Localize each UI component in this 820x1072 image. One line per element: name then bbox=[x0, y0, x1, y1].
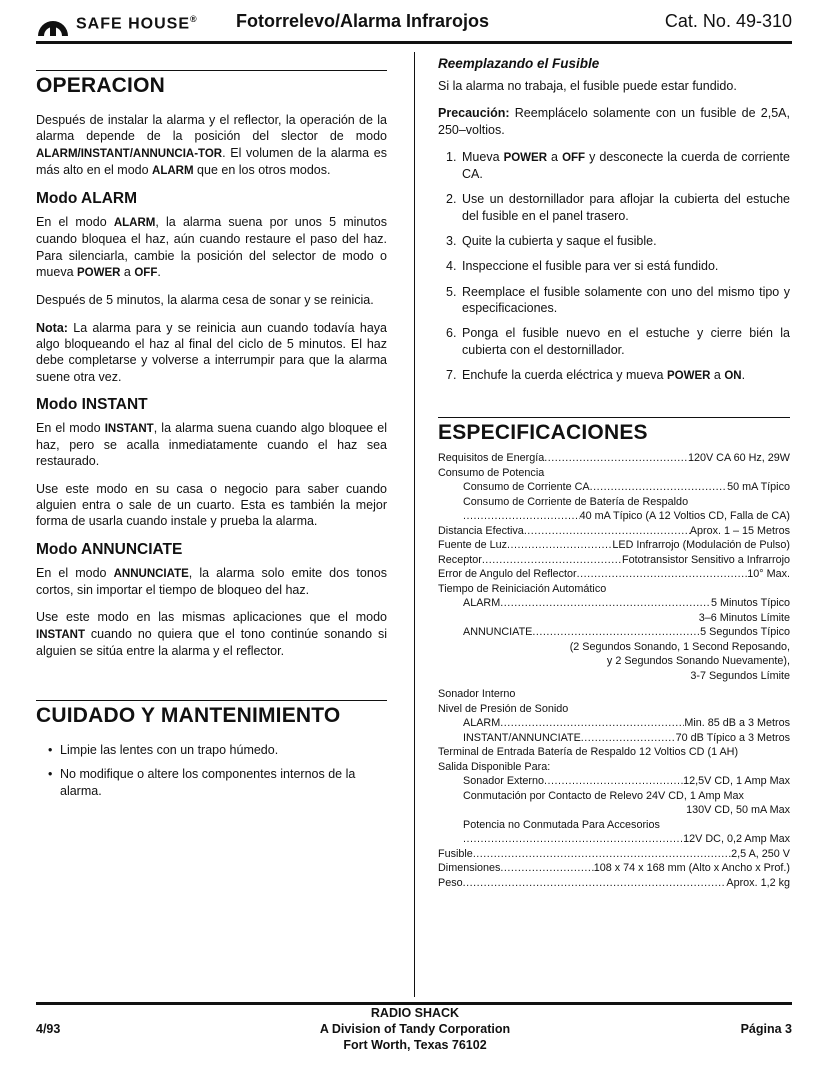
spec-row: Fuente de Luz ..... LED Infrarrojo (Modulación de Pulso) bbox=[438, 538, 790, 553]
left-column bbox=[36, 70, 387, 807]
list-item: 1. Mueva POWER a OFF y desconecte la cuerda de corriente CA. bbox=[446, 149, 790, 182]
fusible-steps bbox=[438, 149, 790, 384]
operacion-heading: OPERACION bbox=[36, 70, 387, 98]
footer-date: 4/93 bbox=[36, 1022, 61, 1036]
header-rule bbox=[36, 41, 792, 44]
brand-name: SAFE HOUSE® bbox=[76, 14, 198, 33]
modo-instant-heading: Modo INSTANT bbox=[36, 395, 148, 413]
operacion-intro: Después de instalar la alarma y el reflector, la operación de la alarma depende de la posición del slector de modo ALARM/INSTANT/ANNUNCIA-TOR. El volumen de la alarma es más alto en el modo ALARM que en los otros modos. bbox=[36, 113, 387, 177]
modo-annunciate-text-2: Use este modo en las mismas aplicaciones que el modo INSTANT cuando no quiera que el tono continúe sonando si alguien se sitúa entre la alarma y el reflector. bbox=[36, 610, 387, 658]
spec-row: 3-7 Segundos Límite bbox=[690, 669, 790, 682]
right-column bbox=[438, 56, 790, 890]
spec-row: ANNUNCIATE ..... 5 Segundos Típico bbox=[438, 625, 790, 640]
cuidado-list bbox=[36, 742, 387, 799]
fusible-intro: Si la alarma no trabaja, el fusible puede estar fundido. bbox=[438, 79, 737, 93]
spec-row: Distancia Efectiva ..... Aprox. 1 – 15 Metros bbox=[438, 524, 790, 539]
spec-row: INSTANT/ANNUNCIATE ..... 70 dB Típico a 3 Metros bbox=[438, 731, 790, 746]
spec-row: Salida Disponible Para: bbox=[438, 760, 551, 773]
spec-row: Terminal de Entrada Batería de Respaldo 12 Voltios CD (1 AH) bbox=[438, 746, 739, 759]
safe-house-logo-icon bbox=[36, 9, 70, 37]
modo-annunciate-heading: Modo ANNUNCIATE bbox=[36, 540, 183, 558]
spec-row: Peso ..... Aprox. 1,2 kg bbox=[438, 876, 790, 891]
modo-alarm-note: Nota: La alarma para y se reinicia aun cuando todavía haya algo bloqueando el haz al final del ciclo de 5 minutos. El haz debe completarse y volverse a interrumpir para que la alarma suene otra vez. bbox=[36, 320, 387, 384]
list-item: 3. Quite la cubierta y saque el fusible. bbox=[446, 234, 657, 249]
list-item: • No modifique o altere los componentes internos de la alarma. bbox=[36, 766, 387, 799]
list-item: 2. Use un destornillador para aflojar la cubierta del estuche del fusible en el panel trasero. bbox=[446, 192, 790, 223]
spec-row: Nivel de Presión de Sonido bbox=[438, 702, 569, 715]
list-item: 6. Ponga el fusible nuevo en el estuche y cierre bién la cubierta con el destornillador. bbox=[446, 326, 790, 357]
modo-alarm-text-2: Después de 5 minutos, la alarma cesa de sonar y se reinicia. bbox=[36, 293, 374, 308]
fusible-heading: Reemplazando el Fusible bbox=[438, 56, 600, 71]
specs-list bbox=[438, 451, 790, 890]
spec-row: Consumo de Potencia bbox=[438, 466, 545, 479]
spec-row: Fusible ..... 2,5 A, 250 V bbox=[438, 847, 790, 862]
footer-company: RADIO SHACK A Division of Tandy Corporation Fort Worth, Texas 76102 bbox=[319, 1006, 511, 1052]
spec-row: Requisitos de Energía ..... 120V CA 60 Hz, 29W bbox=[438, 451, 790, 466]
spec-row: ALARM ..... Min. 85 dB a 3 Metros bbox=[438, 716, 790, 731]
list-item: 7. Enchufe la cuerda eléctrica y mueva POWER a ON. bbox=[446, 367, 746, 382]
spec-row: Sonador Interno bbox=[438, 688, 516, 701]
page-header bbox=[36, 9, 792, 37]
spec-row: 3–6 Minutos Límite bbox=[698, 611, 790, 624]
catalog-number: Cat. No. 49-310 bbox=[664, 11, 792, 31]
especificaciones-heading: ESPECIFICACIONES bbox=[438, 417, 790, 445]
cuidado-heading: CUIDADO Y MANTENIMIENTO bbox=[36, 700, 387, 728]
modo-alarm-heading: Modo ALARM bbox=[36, 190, 138, 208]
spec-row: Dimensiones ..... 108 x 74 x 168 mm (Alto x Ancho x Prof.) bbox=[438, 861, 790, 876]
spec-row: ALARM ..... 5 Minutos Típico bbox=[438, 596, 790, 611]
spec-row: Receptor ..... Fototransistor Sensitivo a Infrarrojo bbox=[438, 553, 790, 568]
list-item: 5. Reemplace el fusible solamente con uno del mismo tipo y especificaciones. bbox=[446, 284, 790, 315]
spec-row: Conmutación por Contacto de Relevo 24V CD, 1 Amp Max bbox=[463, 789, 744, 802]
column-divider bbox=[414, 52, 415, 997]
spec-row: Tiempo de Reiniciación Automático bbox=[438, 582, 607, 595]
spec-row: ..... 12V DC, 0,2 Amp Max bbox=[438, 832, 790, 847]
modo-annunciate-text: En el modo ANNUNCIATE, la alarma solo emite dos tonos cortos, sin importar el tiempo de bloqueo del haz. bbox=[36, 565, 387, 597]
spec-row: (2 Segundos Sonando, 1 Second Reposando, bbox=[569, 640, 790, 653]
spec-row: y 2 Segundos Sonando Nuevamente), bbox=[606, 655, 790, 668]
spec-row: Sonador Externo ..... 12,5V CD, 1 Amp Max bbox=[438, 774, 790, 789]
spec-row: ..... 40 mA Típico (A 12 Voltios CD, Falla de CA) bbox=[438, 509, 790, 524]
list-item: 4. Inspeccione el fusible para ver si está fundido. bbox=[446, 259, 719, 274]
modo-instant-text: En el modo INSTANT, la alarma suena cuando algo bloquee el haz, pero se acalla inmediatamente cuando el haz sea restaurado. bbox=[36, 420, 387, 469]
modo-alarm-text: En el modo ALARM, la alarma suena por unos 5 minutos cuando bloquea el haz, aún cuando restaure el paso del haz. Para silenciarla, cambie la posición del selector de modo o mueva POWER a OFF. bbox=[36, 215, 387, 280]
document-title: Fotorrelevo/Alarma Infrarojos bbox=[236, 11, 490, 31]
spec-row: Consumo de Corriente CA ..... 50 mA Típico bbox=[438, 480, 790, 495]
spec-row: 130V CD, 50 mA Max bbox=[686, 804, 790, 817]
modo-instant-text-2: Use este modo en su casa o negocio para saber cuando alguien entra o sale de un cuarto. Esta es también la mejor forma de usarla cuando instale y prueba la alarma. bbox=[36, 481, 387, 529]
spec-row: Error de Angulo del Reflector ..... 10° Max. bbox=[438, 567, 790, 582]
fusible-caution: Precaución: Reemplácelo solamente con un fusible de 2,5A, 250–voltios. bbox=[438, 106, 790, 137]
spec-row: Potencia no Conmutada Para Accesorios bbox=[463, 818, 660, 831]
list-item: • Limpie las lentes con un trapo húmedo. bbox=[36, 742, 387, 758]
spec-row: Consumo de Corriente de Batería de Respaldo bbox=[463, 495, 689, 508]
page-number: Página 3 bbox=[740, 1022, 792, 1036]
